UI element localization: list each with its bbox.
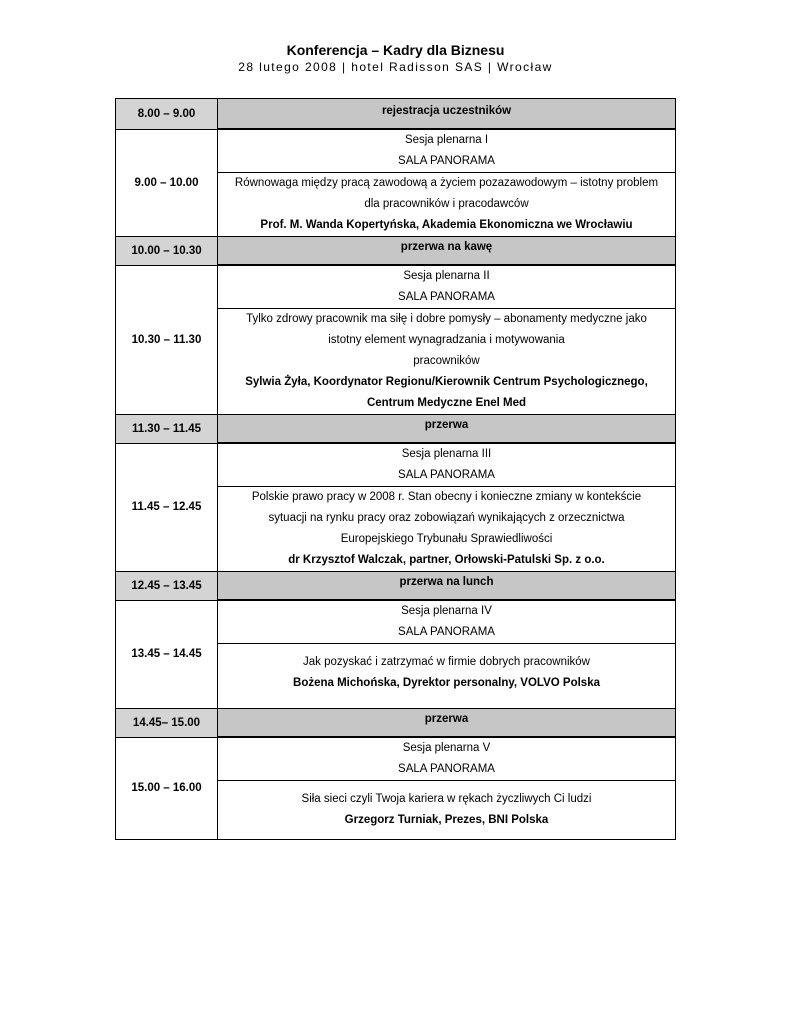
session-topic: Jak pozyskać i zatrzymać w firmie dobrych pracowników [303, 656, 590, 668]
agenda-row-break [116, 709, 676, 738]
document-subtitle: 28 lutego 2008 | hotel Radisson SAS | Wrocław [238, 60, 553, 74]
session-topic: Polskie prawo pracy w 2008 r. Stan obecny i konieczne zmiany w kontekście [251, 491, 642, 503]
session-speaker: dr Krzysztof Walczak, partner, Orłowski-Patulski Sp. z o.o. [288, 554, 605, 566]
session-details [218, 309, 675, 414]
session-speaker: Centrum Medyczne Enel Med [366, 397, 527, 409]
time-cell: 8.00 – 9.00 [116, 99, 218, 130]
break-label: przerwa na lunch [218, 572, 676, 601]
session-details [218, 487, 675, 571]
session-name: Sesja plenarna I [404, 134, 489, 146]
session-details [218, 173, 675, 236]
session-speaker: Bożena Michońska, Dyrektor personalny, VOLVO Polska [293, 677, 600, 689]
session-topic: Tylko zdrowy pracownik ma siłę i dobre pomysły – abonamenty medyczne jako [246, 313, 647, 325]
session-content [218, 129, 676, 237]
time-cell: 10.30 – 11.30 [116, 265, 218, 415]
session-topic: istotny element wynagradzania i motywowania [328, 334, 565, 346]
time-cell: 11.30 – 11.45 [116, 415, 218, 444]
agenda-row-registration [116, 99, 676, 130]
agenda-row-coffee-break [116, 237, 676, 266]
session-speaker: Prof. M. Wanda Kopertyńska, Akademia Ekonomiczna we Wrocławiu [260, 219, 633, 231]
session-name: Sesja plenarna IV [401, 605, 492, 617]
time-cell: 10.00 – 10.30 [116, 237, 218, 266]
session-content [218, 737, 676, 840]
session-topic: pracowników [413, 355, 480, 367]
break-label: przerwa [218, 415, 676, 444]
agenda-row-lunch-break [116, 572, 676, 601]
session-header [218, 130, 675, 173]
session-topic: Siła sieci czyli Twoja kariera w rękach życzliwych Ci ludzi [301, 793, 592, 805]
session-topic: Równowaga między pracą zawodową a życiem pozazawodowym – istotny problem [234, 177, 659, 189]
agenda-row-session-1 [116, 129, 676, 237]
session-name: Sesja plenarna V [402, 742, 491, 754]
session-details [218, 644, 675, 708]
time-cell: 13.45 – 14.45 [116, 600, 218, 709]
session-name: Sesja plenarna II [403, 270, 490, 282]
session-name: Sesja plenarna III [401, 448, 492, 460]
session-topic: dla pracowników i pracodawców [364, 198, 529, 210]
session-content [218, 265, 676, 415]
time-cell: 9.00 – 10.00 [116, 129, 218, 237]
time-cell: 14.45– 15.00 [116, 709, 218, 738]
session-room: SALA PANORAMA [398, 469, 495, 481]
session-speaker: Sylwia Żyła, Koordynator Regionu/Kierownik Centrum Psychologicznego, [245, 376, 648, 388]
agenda-row-session-4 [116, 600, 676, 709]
session-speaker: Grzegorz Turniak, Prezes, BNI Polska [344, 814, 549, 826]
session-room: SALA PANORAMA [398, 155, 495, 167]
document-title: Konferencja – Kadry dla Biznesu [286, 42, 505, 58]
session-room: SALA PANORAMA [398, 291, 495, 303]
session-header [218, 601, 675, 644]
break-label: przerwa na kawę [218, 237, 676, 266]
session-content [218, 600, 676, 709]
agenda-table [115, 98, 676, 840]
session-room: SALA PANORAMA [398, 763, 495, 775]
agenda-row-session-2 [116, 265, 676, 415]
agenda-row-break [116, 415, 676, 444]
session-room: SALA PANORAMA [398, 626, 495, 638]
session-header [218, 738, 675, 781]
session-header [218, 266, 675, 309]
session-details [218, 781, 675, 839]
agenda-row-session-5 [116, 737, 676, 840]
session-content [218, 443, 676, 572]
break-label: przerwa [218, 709, 676, 738]
time-cell: 12.45 – 13.45 [116, 572, 218, 601]
time-cell: 11.45 – 12.45 [116, 443, 218, 572]
session-topic: Europejskiego Trybunału Sprawiedliwości [340, 533, 553, 545]
session-header [218, 444, 675, 487]
agenda-row-session-3 [116, 443, 676, 572]
break-label: rejestracja uczestników [218, 99, 676, 130]
time-cell: 15.00 – 16.00 [116, 737, 218, 840]
session-topic: sytuacji na rynku pracy oraz zobowiązań wynikających z orzecznictwa [268, 512, 625, 524]
